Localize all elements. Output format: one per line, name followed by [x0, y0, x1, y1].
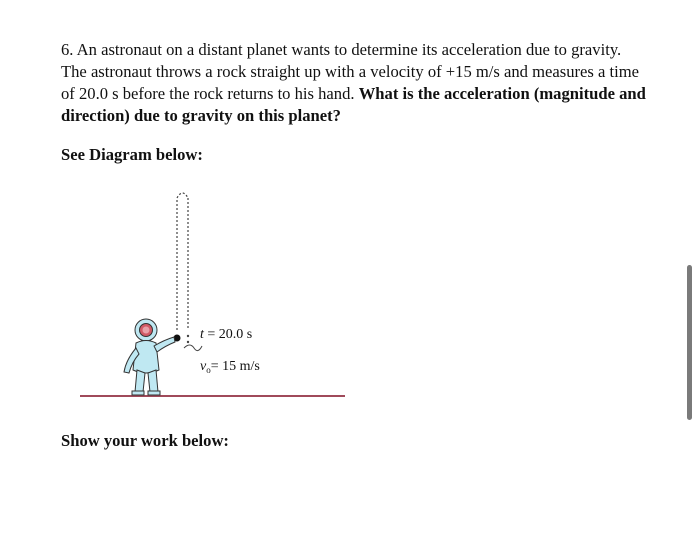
show-work-heading: Show your work below:: [61, 431, 229, 450]
see-diagram-heading: See Diagram below:: [61, 145, 203, 164]
astronaut-diagram: [80, 180, 360, 405]
velocity-label: $v_o= 15$ m/s: [200, 359, 260, 375]
return-marker: [187, 335, 189, 343]
time-label: t = 20.0 s: [200, 327, 253, 342]
problem-intro: 6. An astronaut on a distant planet wants to determine its acceleration due to gravity. The astronaut throws a rock straight up with a velocity of +15 m/s and measures a time of 20.0 s before the rock returns to his hand.: [61, 40, 640, 103]
problem-question: What is the acceleration (magnitude and direction) due to gravity on this planet?: [61, 84, 646, 125]
problem-text: [61, 39, 646, 127]
rock-trajectory: [177, 193, 188, 330]
vertical-scrollbar[interactable]: [687, 265, 692, 420]
throw-motion-line: [184, 345, 202, 351]
astronaut-figure: [124, 319, 175, 395]
